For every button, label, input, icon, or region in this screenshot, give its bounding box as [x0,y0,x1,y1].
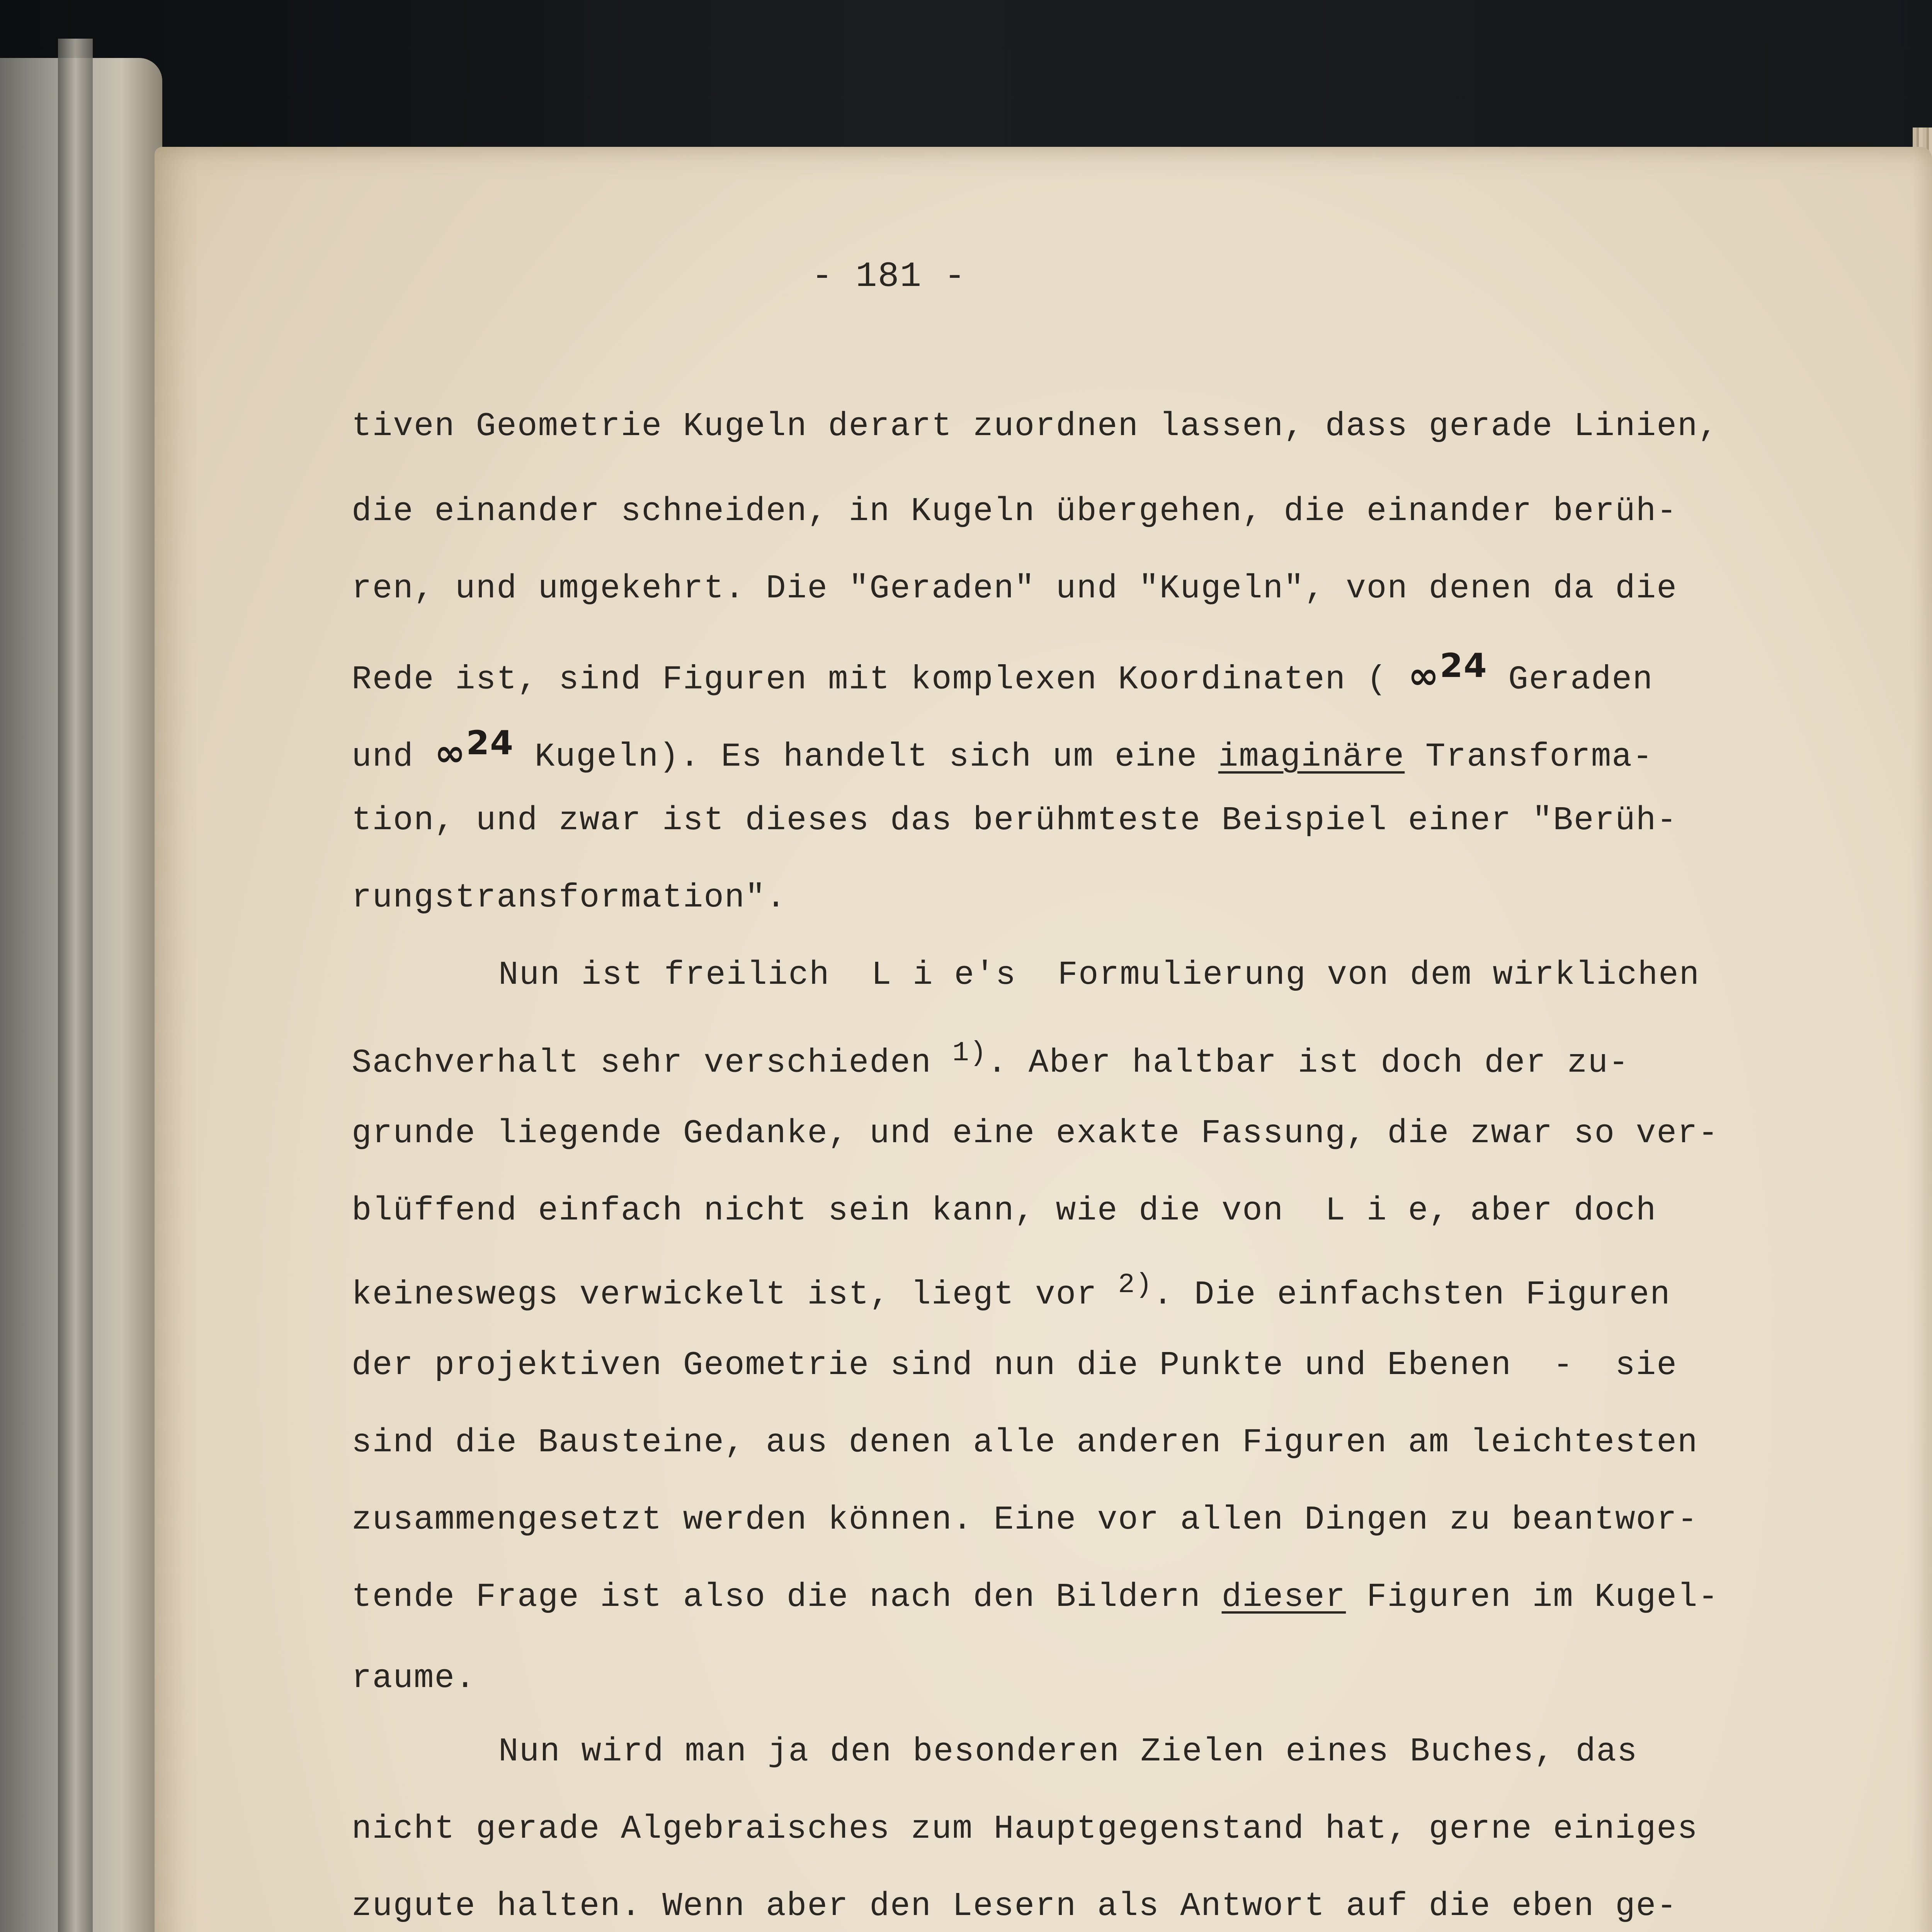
page-number: - 181 - [811,256,966,297]
body-line: raume. [352,1659,476,1697]
body-text: . Aber haltbar ist doch der zu- [987,1044,1629,1082]
handwritten-exponent: 24 [466,724,514,762]
underlined-term: dieser [1221,1578,1346,1616]
body-text: keineswegs verwickelt ist, liegt vor [352,1276,1097,1314]
infinity-symbol: ∞ [1408,654,1440,697]
body-text: Figuren im Kugel- [1366,1578,1719,1616]
body-text: und [352,738,414,776]
body-line: tiven Geometrie Kugeln derart zuordnen lassen, dass gerade Linien, [352,407,1719,445]
body-line: Nun ist freilich L i e's Formulierung von dem wirklichen [498,956,1700,994]
body-line: grunde liegende Gedanke, und eine exakte Fassung, die zwar so ver- [352,1114,1719,1152]
body-line: nicht gerade Algebraisches zum Hauptgegenstand hat, gerne einiges [352,1810,1698,1848]
body-text: Kugeln). Es handelt sich um eine [534,738,1198,776]
body-line [352,726,1653,774]
body-text: tende Frage ist also die nach den Bildern [352,1578,1201,1616]
body-line: sind die Bausteine, aus denen alle anderen Figuren am leichtesten [352,1423,1698,1461]
body-line: ren, und umgekehrt. Die "Geraden" und "Kugeln", von denen da die [352,570,1677,607]
body-text: . Die einfachsten Figuren [1153,1276,1671,1314]
body-text: Geraden [1508,660,1653,699]
body-line [352,1580,1719,1614]
handwritten-exponent: 24 [1440,646,1488,685]
left-page-edge [58,39,93,1932]
body-line: zugute halten. Wenn aber den Lesern als Antwort auf die eben ge- [352,1887,1677,1925]
infinity-symbol: ∞ [434,731,466,775]
body-line: blüffend einfach nicht sein kann, wie die von L i e, aber doch [352,1192,1657,1230]
body-line: rungstransformation". [352,879,787,917]
body-line: die einander schneiden, in Kugeln übergehen, die einander berüh- [352,492,1677,530]
body-line [352,1269,1671,1314]
body-line: zusammengesetzt werden können. Eine vor allen Dingen zu beantwor- [352,1501,1698,1539]
footnote-ref: 1) [952,1037,987,1069]
body-text: Transforma- [1425,738,1653,776]
body-line [352,646,1653,699]
underlined-term: imaginäre [1218,738,1405,776]
body-line: der projektiven Geometrie sind nun die Punkte und Ebenen - sie [352,1346,1677,1384]
body-line: Nun wird man ja den besonderen Zielen eines Buches, das [498,1733,1638,1770]
footnote-ref: 2) [1118,1269,1153,1301]
body-line: tion, und zwar ist dieses das berühmteste Beispiel einer "Berüh- [352,801,1677,839]
body-text: Rede ist, sind Figuren mit komplexen Koordinaten ( [352,660,1388,699]
body-line [352,1039,1629,1080]
body-text: Sachverhalt sehr verschieden [352,1044,932,1082]
